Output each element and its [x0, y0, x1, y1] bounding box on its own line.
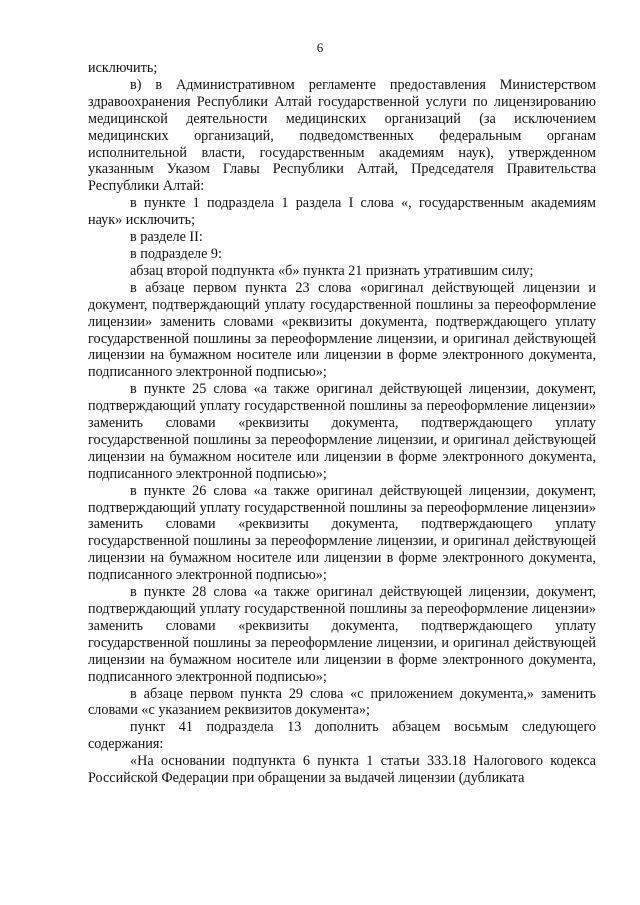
paragraph: в пункте 28 слова «а также оригинал действующей лицензии, документ, подтверждающий уплату государственной пошлины за переоформление лицензии» заменить словами «реквизиты документа, подтверждающего уплату государственной пошлины за переоформление лицензии, и оригинал действующей лицензии на бумажном носителе или лицензии в форме электронного документа, подписанного электронной подписью»; — [88, 584, 596, 685]
paragraph: в) в Административном регламенте предоставления Министерством здравоохранения Республики Алтай государственной услуги по лицензированию медицинской деятельности медицинских организаций (за исключением медицинских организаций, подведомственных федеральным органам исполнительной власти, государственным академиям наук), утвержденном указанным Указом Главы Республики Алтай, Председателя Правительства Республики Алтай: — [88, 76, 596, 195]
paragraph: в пункте 1 подраздела 1 раздела I слова «, государственным академиям наук» исключить; — [88, 195, 596, 229]
paragraph: исключить; — [88, 60, 158, 76]
paragraph: пункт 41 подраздела 13 дополнить абзацем восьмым следующего содержания: — [88, 719, 596, 753]
page-number: 6 — [316, 40, 324, 55]
paragraph: в абзаце первом пункта 29 слова «с приложением документа,» заменить словами «с указанием реквизитов документа»; — [88, 685, 596, 719]
paragraph: в пункте 25 слова «а также оригинал действующей лицензии, документ, подтверждающий уплату государственной пошлины за переоформление лицензии» заменить словами «реквизиты документа, подтверждающего уплату государственной пошлины за переоформление лицензии, и оригинал действующей лицензии на бумажном носителе или лицензии в форме электронного документа, подписанного электронной подписью»; — [88, 381, 596, 482]
paragraph: абзац второй подпункта «б» пункта 21 признать утратившим силу; — [130, 262, 534, 279]
paragraph: в пункте 26 слова «а также оригинал действующей лицензии, документ, подтверждающий уплату государственной пошлины за переоформление лицензии» заменить словами «реквизиты документа, подтверждающего уплату государственной пошлины за переоформление лицензии, и оригинал действующей лицензии на бумажном носителе или лицензии в форме электронного документа, подписанного электронной подписью»; — [88, 482, 596, 584]
paragraph: в подразделе 9: — [130, 245, 222, 262]
paragraph: в разделе II: — [130, 229, 203, 246]
paragraph: «На основании подпункта 6 пункта 1 статьи 333.18 Налогового кодекса Российской Федерации при обращении за выдачей лицензии (дубликата — [88, 753, 596, 787]
document-body — [88, 60, 596, 787]
paragraph: в абзаце первом пункта 23 слова «оригинал действующей лицензии и документ, подтверждающий уплату государственной пошлины за переоформление лицензии» заменить словами «реквизиты документа, подтверждающего уплату государственной пошлины за переоформление лицензии, и оригинал действующей лицензии на бумажном носителе или лицензии в форме электронного документа, подписанного электронной подписью»; — [88, 279, 596, 381]
